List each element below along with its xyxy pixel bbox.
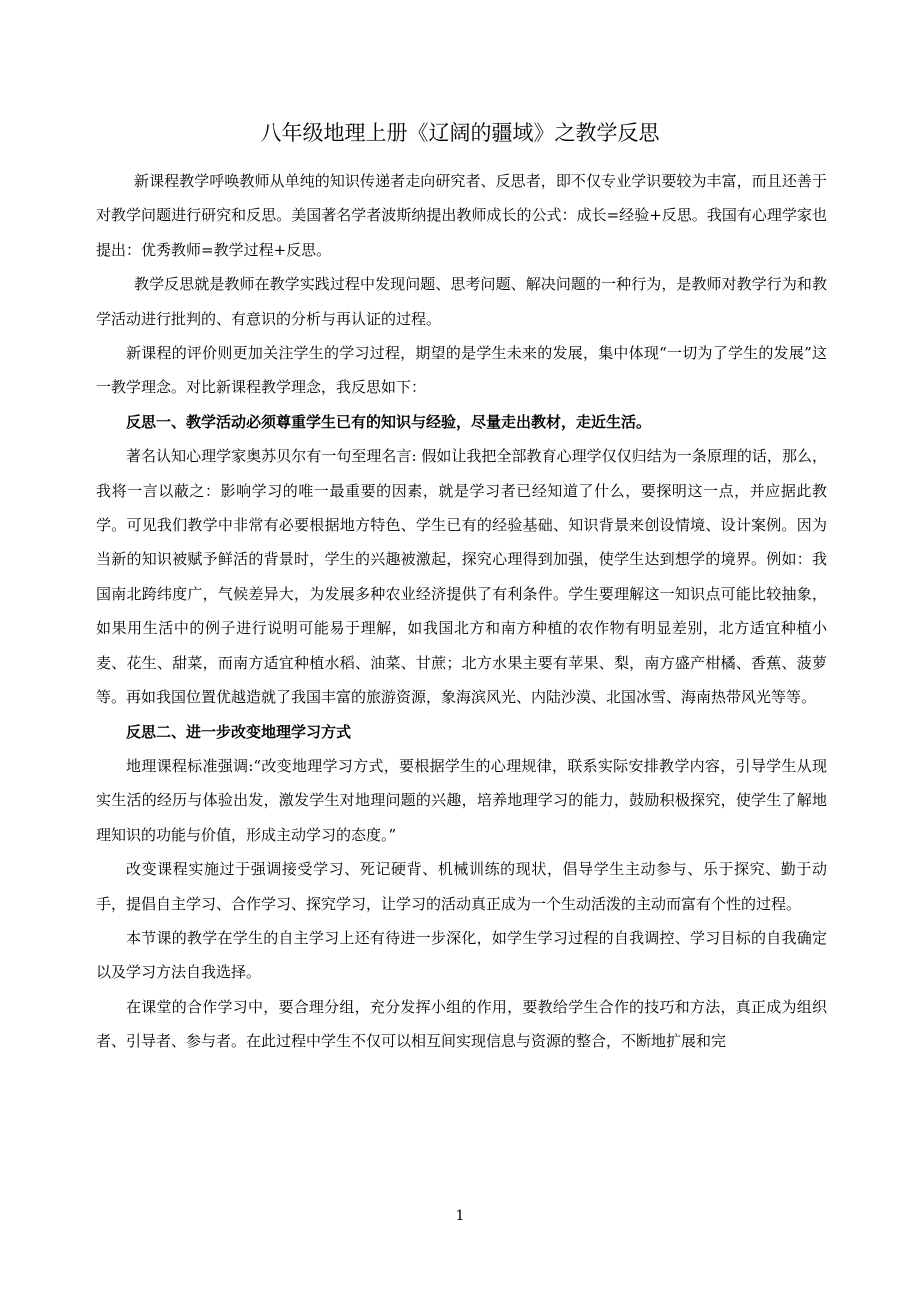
paragraph-reflection-definition: 教学反思就是教师在教学实践过程中发现问题、思考问题、解决问题的一种行为，是教师对教学行为和教学活动进行批判的、有意识的分析与再认证的过程。 bbox=[96, 275, 827, 328]
paragraph-cooperative-learning: 在课堂的合作学习中，要合理分组，充分发挥小组的作用，要教给学生合作的技巧和方法，真正成为组织者、引导者、参与者。在此过程中学生不仅可以相互间实现信息与资源的整合，不断地扩展和完 bbox=[96, 997, 827, 1051]
heading-reflection-one: 反思一、教学活动必须尊重学生已有的知识与经验，尽量走出教材，走近生活。 bbox=[126, 412, 652, 431]
paragraph-ausubel: 著名认知心理学家奥苏贝尔有一句至理名言: 假如让我把全部教育心理学仅仅归结为一条原理的话，那么，我将一言以蔽之：影响学习的唯一最重要的因素，就是学习者已经知道了什么，要探明这一点，并应据此教学。可见我们教学中非常有必要根据地方特色、学生已有的经验基础、知识背景来创设情境、设计案例。因为当新的知识被赋予鲜活的背景时，学生的兴趣被激起，探究心理得到加强，使学生达到想学的境界。例如：我国南北跨纬度广，气候差异大，为发展多种农业经济提供了有利条件。学生要理解这一知识点可能比较抽象，如果用生活中的例子进行说明可能易于理解，如我国北方和南方种植的农作物有明显差别，北方适宜种植小麦、花生、甜菜，而南方适宜种植水稻、油菜、甘蔗；北方水果主要有苹果、梨，南方盛产柑橘、香蕉、菠萝等。再如我国位置优越造就了我国丰富的旅游资源，象海滨风光、内陆沙漠、北国冰雪、海南热带风光等等。 bbox=[96, 447, 827, 707]
paragraph-change-implementation: 改变课程实施过于强调接受学习、死记硬背、机械训练的现状，倡导学生主动参与、乐于探究、勤于动手，提倡自主学习、合作学习、探究学习，让学习的活动真正成为一个生动活泼的主动而富有个性的过程。 bbox=[96, 860, 827, 913]
paragraph-curriculum-standard: 地理课程标准强调:“改变地理学习方式，要根据学生的心理规律，联系实际安排教学内容，引导学生从现实生活的经历与体验出发，激发学生对地理问题的兴趣，培养地理学习的能力，鼓励积极探究，使学生了解地理知识的功能与价值，形成主动学习的态度。” bbox=[96, 756, 827, 844]
heading-reflection-two: 反思二、进一步改变地理学习方式 bbox=[126, 722, 352, 741]
document-title: 八年级地理上册《辽阔的疆域》之教学反思 bbox=[260, 121, 660, 145]
document-body bbox=[96, 164, 827, 1059]
paragraph-intro: 新课程教学呼唤教师从单纯的知识传递者走向研究者、反思者，即不仅专业学识要较为丰富，而且还善于对教学问题进行研究和反思。美国著名学者波斯纳提出教师成长的公式：成长=经验+反思。我国有心理学家也提出：优秀教师=教学过程+反思。 bbox=[96, 172, 827, 259]
paragraph-self-learning: 本节课的教学在学生的自主学习上还有待进一步深化，如学生学习过程的自我调控、学习目标的自我确定以及学习方法自我选择。 bbox=[96, 928, 827, 982]
paragraph-evaluation: 新课程的评价则更加关注学生的学习过程，期望的是学生未来的发展，集中体现“一切为了学生的发展”这一教学理念。对比新课程教学理念，我反思如下： bbox=[96, 344, 827, 397]
page-number: 1 bbox=[455, 1208, 465, 1224]
